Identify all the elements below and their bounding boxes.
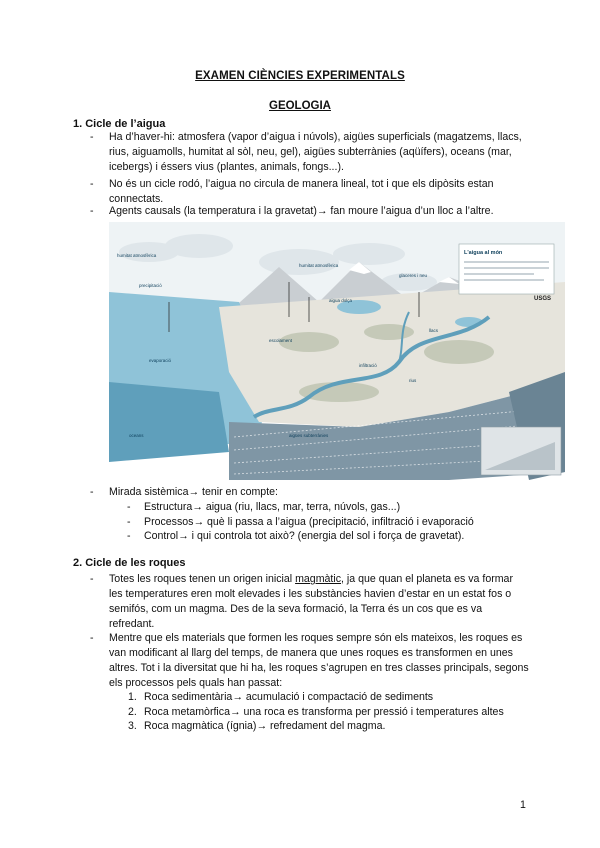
figure-label: aigua dolça	[329, 298, 353, 303]
figure-label: llacs	[429, 328, 439, 333]
page-number: 1	[520, 799, 526, 811]
section2-heading: 2. Cicle de les roques	[73, 557, 186, 569]
figure-label: humitat atmosfèrica	[117, 253, 157, 258]
document-title: EXAMEN CIÈNCIES EXPERIMENTALS	[195, 70, 405, 82]
underlined-term: magmàtic	[295, 573, 342, 585]
legend-title: L'aigua al món	[464, 250, 503, 256]
water-cycle-illustration	[109, 222, 565, 480]
section1-heading: 1. Cicle de l’aigua	[73, 118, 166, 130]
figure-label: rius	[409, 378, 417, 383]
figure-label: escolament	[269, 338, 293, 343]
usgs-logo: USGS	[534, 296, 552, 302]
figure-label: infiltració	[359, 363, 377, 368]
figure-label: glaceres i neu	[399, 273, 428, 278]
figure-label: precipitació	[139, 283, 162, 288]
figure-label: humitat atmosfèrica	[299, 263, 339, 268]
figure-label: oceans	[129, 433, 144, 438]
figure-label: aigües subterrànies	[289, 433, 329, 438]
figure-label: evaporació	[149, 358, 172, 363]
section-subtitle: GEOLOGIA	[269, 100, 331, 112]
document-page: EXAMEN CIÈNCIES EXPERIMENTALS GEOLOGIA 1. Cicle de l’aigua - Ha d’haver-hi: atmosfera (vapor d’aigua i núvols), aigües superficials (magatzems, llacs, rius, aiguamolls, humitat al sòl, neu, gel), aigües subterrànies (aqüífers), oceans (mar, icebergs) i éssers vius (plantes, animals, fongs...). - No és un cicle rodó, l’aigua no circula de manera lineal, tot i que els dipòsits estan connectats. - Agents causals (la temperatura i la gravetat)→ fan moure l’aigua d’un lloc a l’altre. L'aigua al món USGS humitat atmosfèrica humitat atmosfèrica precipitació aigua dolça glaceres i neu escolament infiltració aigües subterrànies oceans llacs evaporació rius - Mirada sistèmica→ tenir en compte: - Estructura→ aigua (riu, llacs, mar, terra, núvols, gas...) - Processos→ què li passa a l’aigua (precipitació, infiltració i evaporació - Control→ i qui controla tot això? (energia del sol i força de gravetat). 2. Cicle de les roques - Totes les roques tenen un origen inicial magmàtic, ja que quan el planeta es va formar les temperatures eren molt elevades i les substàncies havien d’estar en un estat fos o semifós, com un magma. Des de la seva formació, la Terra és un cos que es va refredant. - Mentre que els materials que formen les roques sempre són els mateixos, les roques es van modificant al llarg del temps, de manera que unes roques es transformen en unes altres. Tot i la diversitat que hi ha, les roques s’agrupen en tres classes principals, segons els processos pels quals han passat: 1. Roca sedimentària→ acumulació i compactació de sediments 2. Roca metamòrfica→ una roca es transforma per pressió i temperatures altes 3. Roca magmàtica (ígnia)→ refredament del magma. 1	[0, 0, 600, 848]
